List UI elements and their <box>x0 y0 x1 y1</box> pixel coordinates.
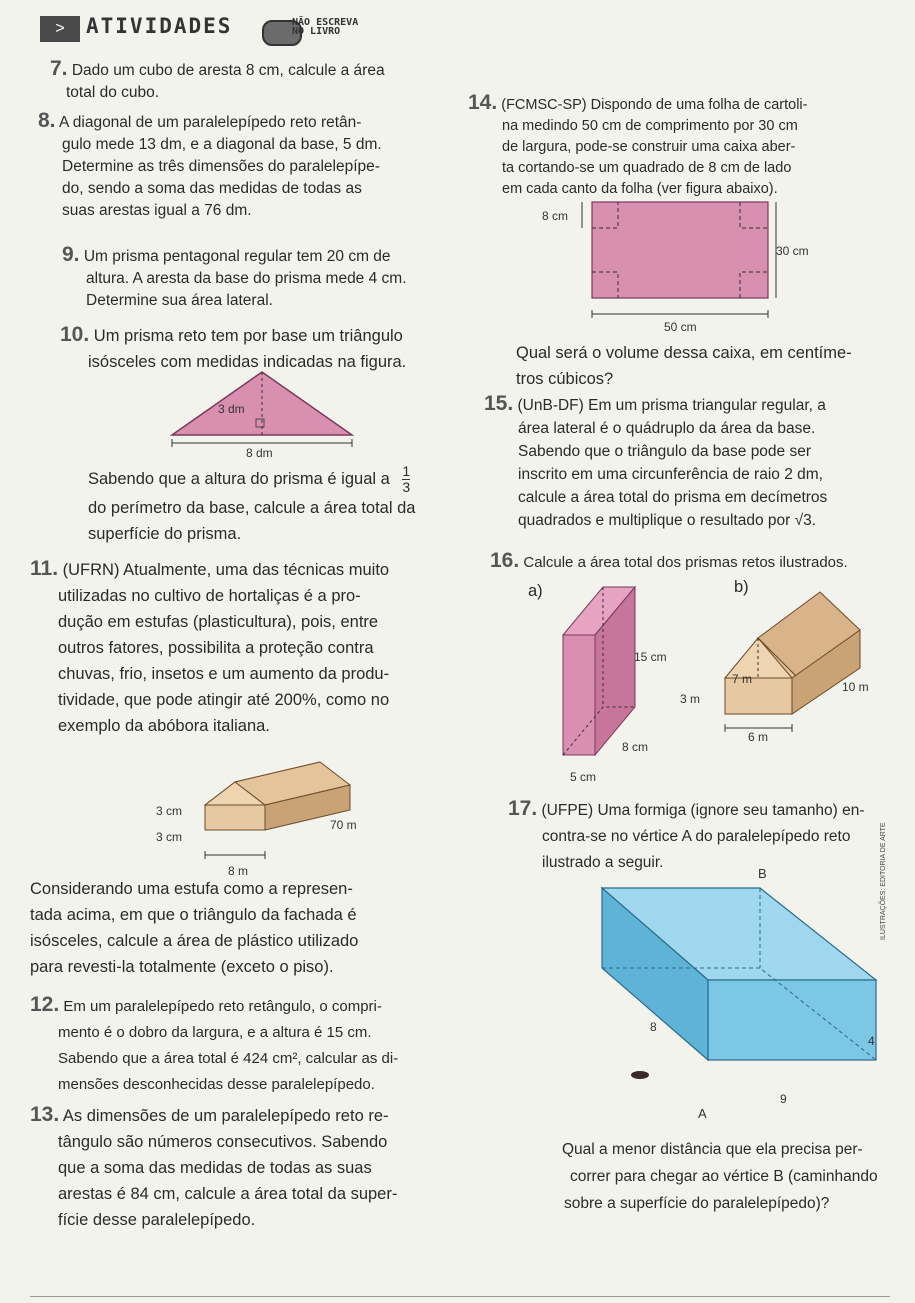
q15-line: inscrito em uma circunferência de raio 2 dm, <box>518 466 823 483</box>
q17-line: ilustrado a seguir. <box>542 854 664 871</box>
prism-b-width-label: 6 m <box>748 730 769 744</box>
prism-a-depth-label: 8 cm <box>622 740 649 754</box>
greenhouse-width-label: 8 m <box>228 864 249 878</box>
box-length-label: 9 <box>780 1092 787 1106</box>
figure-b-tag: b) <box>734 578 749 596</box>
no-write-badge-text <box>292 18 358 36</box>
q17-line: (UFPE) Uma formiga (ignore seu tamanho) en- <box>541 802 865 819</box>
box-depth-label: 8 <box>650 1020 657 1034</box>
q15-line: calcule a área total do prisma em decímetros <box>518 489 828 506</box>
q15-line: Sabendo que o triângulo da base pode ser <box>518 443 812 460</box>
q11-line: chuvas, frio, insetos e um aumento da produ- <box>58 665 390 683</box>
greenhouse-length-label: 70 m <box>330 818 357 832</box>
illustration-credit: ILUSTRAÇÕES: EDITORIA DE ARTE <box>880 822 887 940</box>
q8-line: gulo mede 13 dm, e a diagonal da base, 5 dm. <box>62 136 382 153</box>
q17-continuation <box>516 1136 912 1217</box>
q13-line: fície desse paralelepípedo. <box>58 1211 256 1229</box>
q17-after-line: correr para chegar ao vértice B (caminhando <box>570 1168 878 1185</box>
greenhouse-wall-label: 3 cm <box>156 830 183 844</box>
figure-a-tag: a) <box>528 582 543 600</box>
question-number: 11. <box>30 557 59 580</box>
q10-after-line: do perímetro da base, calcule a área total da <box>88 499 416 517</box>
corner-square-label: 8 cm <box>542 209 569 223</box>
q13-line: As dimensões de um paralelepípedo reto re- <box>62 1107 389 1125</box>
ant-icon <box>631 1071 649 1079</box>
section-title: ATIVIDADES <box>86 14 233 38</box>
q11-line: dução em estufas (plasticultura), pois, entre <box>58 613 379 631</box>
greenhouse-roof-label: 3 cm <box>156 804 183 818</box>
prism-b-roof-label: 7 m <box>732 672 753 686</box>
question-number: 16. <box>490 549 520 572</box>
q11-after-line: para revesti-la totalmente (exceto o piso). <box>30 958 334 976</box>
q14-line: (FCMSC-SP) Dispondo de uma folha de cartoli- <box>501 97 808 113</box>
q13-line: arestas é 84 cm, calcule a área total da super- <box>58 1185 398 1203</box>
sheet-length-label: 50 cm <box>664 320 697 334</box>
q9-line: Um prisma pentagonal regular tem 20 cm de <box>83 248 391 265</box>
question-number: 12. <box>30 993 60 1016</box>
q10-line: isósceles com medidas indicadas na figura. <box>88 353 407 371</box>
q14-after-line: Qual será o volume dessa caixa, em centíme- <box>516 344 852 362</box>
q16-text: Calcule a área total dos prismas retos ilustrados. <box>523 554 848 571</box>
question-10 <box>60 322 480 375</box>
question-7 <box>50 58 470 104</box>
vertex-b-label: B <box>758 866 767 881</box>
q14-line: em cada canto da folha (ver figura abaixo). <box>502 181 778 197</box>
ant-parallelepiped-figure <box>600 860 890 1080</box>
q15-line: área lateral é o quádruplo da área da base. <box>518 420 816 437</box>
q11-line: exemplo da abóbora italiana. <box>58 717 270 735</box>
q17-after-line: sobre a superfície do paralelepípedo)? <box>564 1195 830 1212</box>
question-11 <box>30 556 480 739</box>
q12-line: Em um paralelepípedo reto retângulo, o compri- <box>63 998 382 1015</box>
q14-line: de largura, pode-se construir uma caixa aber- <box>502 139 796 155</box>
q15-line: (UnB-DF) Em um prisma triangular regular, a <box>517 397 826 414</box>
badge-line-2: NO LIVRO <box>292 26 341 37</box>
prism-a-width-label: 5 cm <box>570 770 597 784</box>
sheet-width-label: 30 cm <box>776 244 809 258</box>
q10-after-line: superfície do prisma. <box>88 525 242 543</box>
q11-line: tividade, que pode atingir até 200%, como no <box>58 691 390 709</box>
rectangular-prism-a-figure <box>555 585 665 775</box>
q11-continuation <box>30 876 480 980</box>
box-height-label: 4 <box>868 1034 875 1048</box>
q7-line-2: total do cubo. <box>66 84 160 101</box>
question-number: 9. <box>62 243 80 266</box>
question-14 <box>468 92 898 200</box>
fraction-numerator: 1 <box>402 463 411 479</box>
q9-line: Determine sua área lateral. <box>86 292 273 309</box>
question-number: 8. <box>38 109 56 132</box>
q13-line: que a soma das medidas de todas as suas <box>58 1159 372 1177</box>
badge-line-1: NÃO ESCREVA <box>292 17 359 28</box>
question-number: 17. <box>508 797 538 820</box>
one-third-fraction <box>402 464 410 495</box>
prism-b-wall-label: 3 m <box>680 692 701 706</box>
triangle-height-label: 3 dm <box>218 402 245 416</box>
question-15 <box>484 392 904 532</box>
q12-line: mensões desconhecidas desse paralelepípedo. <box>58 1076 375 1093</box>
question-number: 10. <box>60 323 90 346</box>
triangle-base-label: 8 dm <box>246 446 273 460</box>
q11-after-line: tada acima, em que o triângulo da fachada é <box>30 906 357 924</box>
section-arrow-icon: > <box>40 16 80 42</box>
q8-line: suas arestas igual a 76 dm. <box>62 202 252 219</box>
q12-line: Sabendo que a área total é 424 cm², calcular as di- <box>58 1050 399 1067</box>
q12-line: mento é o dobro da largura, e a altura é 15 cm. <box>58 1024 372 1041</box>
q14-continuation <box>516 340 906 392</box>
question-number: 13. <box>30 1103 60 1126</box>
q17-after-line: Qual a menor distância que ela precisa per- <box>562 1141 863 1158</box>
question-13 <box>30 1102 490 1233</box>
question-9 <box>62 244 472 312</box>
question-number: 7. <box>50 57 68 80</box>
vertex-a-label: A <box>698 1106 707 1121</box>
q8-line: A diagonal de um paralelepípedo reto retân- <box>58 114 362 131</box>
q8-line: do, sendo a soma das medidas de todas as <box>62 180 362 197</box>
question-number: 14. <box>468 91 498 114</box>
q10-line: Um prisma reto tem por base um triângulo <box>93 327 403 345</box>
question-12 <box>30 992 490 1098</box>
q10-after-line: Sabendo que a altura do prisma é igual a <box>88 469 390 488</box>
q15-line: quadrados e multiplique o resultado por √3. <box>518 512 817 529</box>
q14-after-line: tros cúbicos? <box>516 370 614 388</box>
q11-after-line: Considerando uma estufa como a represen- <box>30 880 353 898</box>
prism-a-height-label: 15 cm <box>634 650 667 664</box>
q14-line: ta cortando-se um quadrado de 8 cm de lado <box>502 160 792 176</box>
fraction-denominator: 3 <box>402 479 411 495</box>
q11-line: (UFRN) Atualmente, uma das técnicas muito <box>62 561 390 579</box>
q8-line: Determine as três dimensões do paralelepípe- <box>62 158 380 175</box>
q10-continuation <box>88 464 480 547</box>
question-16 <box>490 548 910 576</box>
cardboard-sheet-figure <box>590 200 790 330</box>
q14-line: na medindo 50 cm de comprimento por 30 cm <box>502 118 798 134</box>
q17-line: contra-se no vértice A do paralelepípedo reto <box>542 828 851 845</box>
prism-b-length-label: 10 m <box>842 680 869 694</box>
question-8 <box>38 110 468 222</box>
q11-line: utilizadas no cultivo de hortaliças é a pro- <box>58 587 361 605</box>
page-divider <box>30 1296 890 1297</box>
q9-line: altura. A aresta da base do prisma mede 4 cm. <box>86 270 407 287</box>
house-prism-b-figure <box>720 590 900 740</box>
q7-line-1: Dado um cubo de aresta 8 cm, calcule a área <box>71 62 385 79</box>
q11-line: outros fatores, possibilita a proteção contra <box>58 639 374 657</box>
q13-line: tângulo são números consecutivos. Sabendo <box>58 1133 388 1151</box>
greenhouse-figure <box>200 760 360 870</box>
question-number: 15. <box>484 392 514 415</box>
q11-after-line: isósceles, calcule a área de plástico utilizado <box>30 932 359 950</box>
